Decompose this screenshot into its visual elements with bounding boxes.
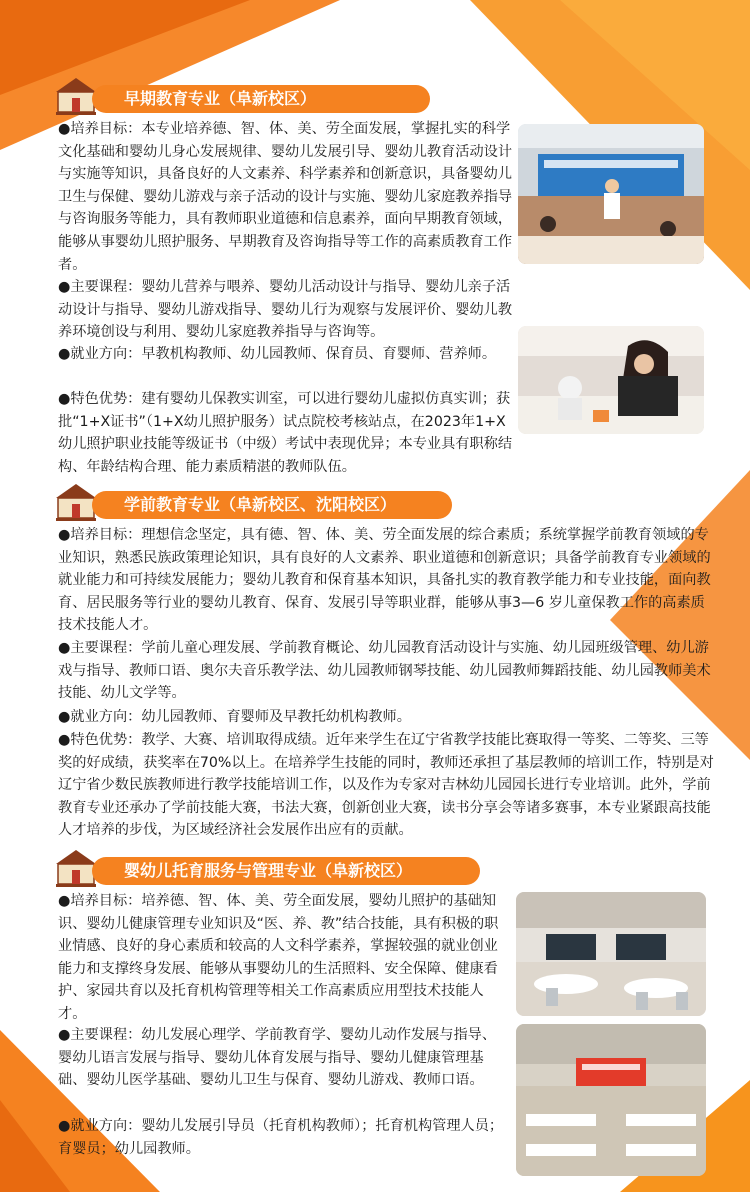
s1-features: ●特色优势：建有婴幼儿保教实训室，可以进行婴幼儿虚拟仿真实训；获批“1+X证书”（1+X幼儿照护服务）试点院校考核站点，在2023年1+X幼儿照护职业技能等级证书（中级）考试中表现优异；本专业具有职称结构、年龄结构合理、能力素质精湛的教师队伍。 [58, 391, 513, 475]
section-title: 婴幼儿托育服务与管理专业（阜新校区） [92, 857, 480, 885]
section-title: 早期教育专业（阜新校区） [92, 85, 430, 113]
photo-infant-care-training [518, 326, 704, 434]
s2-features: ●特色优势：教学、大赛、培训取得成绩。近年来学生在辽宁省教学技能比赛取得一等奖、二等奖、三等奖的好成绩，获奖率在70%以上。在培养学生技能的同时，教师还承担了基层教师的培训工作，特别是对辽宁省少数民族教师进行教学技能培训工作，以及作为专家对吉林幼儿园园长进行专业培训。此外，学前教育专业还承办了学前技能大赛，书法大赛，创新创业大赛，读书分享会等诸多赛事，本专业紧跟高技能人才培养的步伐，为区域经济社会发展作出应有的贡献。 [58, 732, 714, 839]
s2-jobs: ●就业方向：幼儿园教师、育婴师及早教托幼机构教师。 [58, 709, 411, 725]
s2-courses: ●主要课程：学前儿童心理发展、学前教育概论、幼儿园教育活动设计与实施、幼儿园班级管理、幼儿游戏与指导、教师口语、奥尔夫音乐教学法、幼儿园教师钢琴技能、幼儿园教师舞蹈技能、幼儿园教师美术技能、幼儿文学等。 [58, 640, 711, 702]
photo-training-room-1 [516, 892, 706, 1016]
photo-training-room-2 [516, 1024, 706, 1176]
s1-goal: ●培养目标：本专业培养德、智、体、美、劳全面发展，掌握扎实的科学文化基础和婴幼儿身心发展规律、婴幼儿发展引导、婴幼儿教育活动设计与实施等知识，具备良好的人文素养、科学素养和创新意识，具备婴幼儿卫生与保健、婴幼儿游戏与亲子活动的设计与实施、婴幼儿家庭教养指导与咨询服务等能力，具有教师职业道德和信息素养，面向早期教育领域，能够从事婴幼儿照护服务、早期教育及咨询指导等工作的高素质教育工作者。 [58, 121, 513, 273]
s1-courses: ●主要课程：婴幼儿营养与喂养、婴幼儿活动设计与指导、婴幼儿亲子活动设计与指导、婴幼儿游戏指导、婴幼儿行为观察与发展评价、婴幼儿教养环境创设与利用、婴幼儿家庭教养指导与咨询等。 [58, 279, 513, 341]
section-title: 学前教育专业（阜新校区、沈阳校区） [92, 491, 452, 519]
s2-goal: ●培养目标：理想信念坚定，具有德、智、体、美、劳全面发展的综合素质；系统掌握学前教育领域的专业知识，熟悉民族政策理论知识，具有良好的人文素养、职业道德和创新意识；具备学前教育专业领域的就业能力和可持续发展能力；婴幼儿教育和保育基本知识，具备扎实的教育教学能力和专业技能，面向教育、居民服务等行业的婴幼儿教育、保育、发展引导等职业群，能够从事3—6 岁儿童保教工作的高素质技术技能人才。 [58, 527, 711, 634]
photo-classroom-lecture [518, 124, 704, 264]
s1-jobs: ●就业方向：早教机构教师、幼儿园教师、保育员、育婴师、营养师。 [58, 346, 497, 362]
s3-courses: ●主要课程：幼儿发展心理学、学前教育学、婴幼儿动作发展与指导、婴幼儿语言发展与指导、婴幼儿体育发展与指导、婴幼儿健康管理基础、婴幼儿医学基础、婴幼儿卫生与保育、婴幼儿游戏、教师口语。 [58, 1027, 497, 1089]
s3-goal: ●培养目标：培养德、智、体、美、劳全面发展，婴幼儿照护的基础知识、婴幼儿健康管理专业知识及“医、养、教”结合技能，具有积极的职业情感、良好的身心素质和较高的人文科学素养，掌握较强的就业创业能力和支撑终身发展、能够从事婴幼儿的生活照料、安全保障、健康看护、家园共育以及托育机构管理等相关工作高素质应用型技术技能人才。 [58, 893, 499, 1022]
s3-jobs: ●就业方向：婴幼儿发展引导员（托育机构教师）；托育机构管理人员；育婴员；幼儿园教师。 [58, 1118, 504, 1157]
